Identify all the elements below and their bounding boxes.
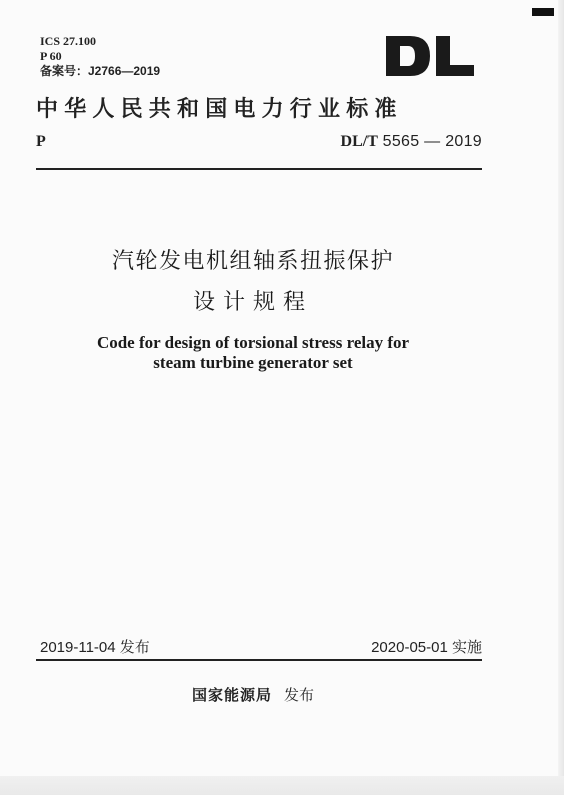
document-title-en-line2: steam turbine generator set [153,353,353,372]
publisher-line [0,684,506,705]
logo-letter-d [386,36,430,76]
scan-corner-mark [532,8,554,16]
standard-code-number: 5565 — 2019 [377,133,482,150]
implementation-date: 2020-05-01 实施 [371,639,482,656]
standard-code [341,133,482,151]
filing-number: 备案号：J2766—2019 [40,64,161,78]
standard-type-heading: 中华人民共和国电力行业标准 [36,96,403,122]
footer-divider [36,659,482,661]
standard-code-prefix: DL/T [340,133,378,150]
dl-logo [384,34,476,78]
category-letter: P [36,133,46,150]
publisher-action: 发布 [284,687,315,704]
document-title-cn-line2: 设计规程 [192,290,313,315]
classification-block [40,34,160,79]
publisher-name: 国家能源局 [191,686,272,704]
issue-date: 2019-11-04 发布 [40,639,150,656]
header-divider [36,168,482,170]
scan-edge [558,0,564,795]
category-code: P 60 [40,49,62,63]
document-title-en-line1: Code for design of torsional stress relay for [96,333,410,352]
document-title-cn-line1: 汽轮发电机组轴系扭振保护 [111,249,394,274]
page-bottom-edge [0,776,564,795]
logo-letter-l [436,36,474,76]
ics-code: ICS 27.100 [40,34,97,48]
